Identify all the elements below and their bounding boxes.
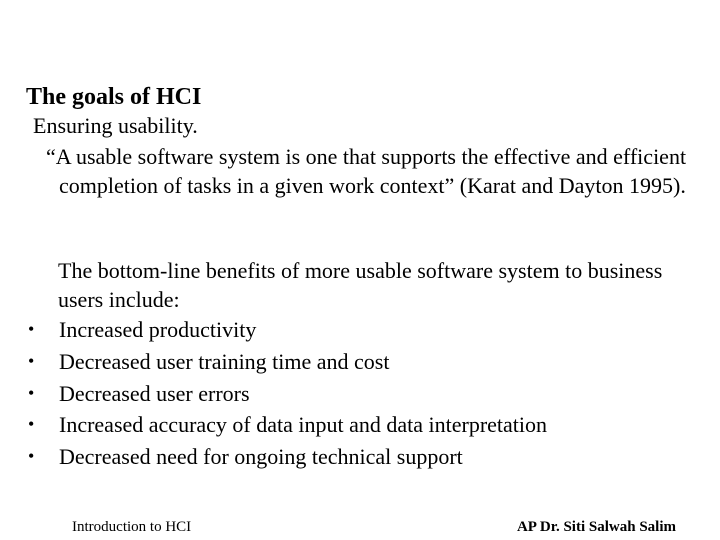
- bullet-icon: •: [28, 319, 35, 339]
- benefits-list: [28, 314, 547, 473]
- list-item: [28, 378, 547, 410]
- list-item: [28, 441, 547, 473]
- footer-course-title: Introduction to HCI: [72, 519, 192, 535]
- slide-title: The goals of HCI: [26, 84, 202, 110]
- footer-author: AP Dr. Siti Salwah Salim: [516, 519, 676, 535]
- list-item-text: Decreased user training time and cost: [59, 348, 390, 374]
- list-item: [28, 346, 547, 378]
- bullet-icon: •: [28, 414, 35, 435]
- bullet-icon: •: [28, 382, 35, 403]
- list-item-text: Decreased need for ongoing technical support: [59, 444, 463, 470]
- list-item-text: Increased productivity: [59, 317, 257, 342]
- benefits-intro: The bottom-line benefits of more usable software system to business users include:: [58, 258, 663, 312]
- list-item-text: Decreased user errors: [59, 380, 250, 406]
- list-item: [28, 409, 547, 441]
- slide-subtitle: Ensuring usability.: [33, 113, 198, 138]
- bullet-icon: •: [28, 350, 35, 371]
- list-item: [28, 314, 547, 346]
- usability-quote: “A usable software system is one that supports the effective and efficient completion of tasks in a given work context” (Karat and Dayton 1995).: [46, 144, 687, 198]
- list-item-text: Increased accuracy of data input and data interpretation: [59, 412, 548, 438]
- bullet-icon: •: [28, 446, 35, 467]
